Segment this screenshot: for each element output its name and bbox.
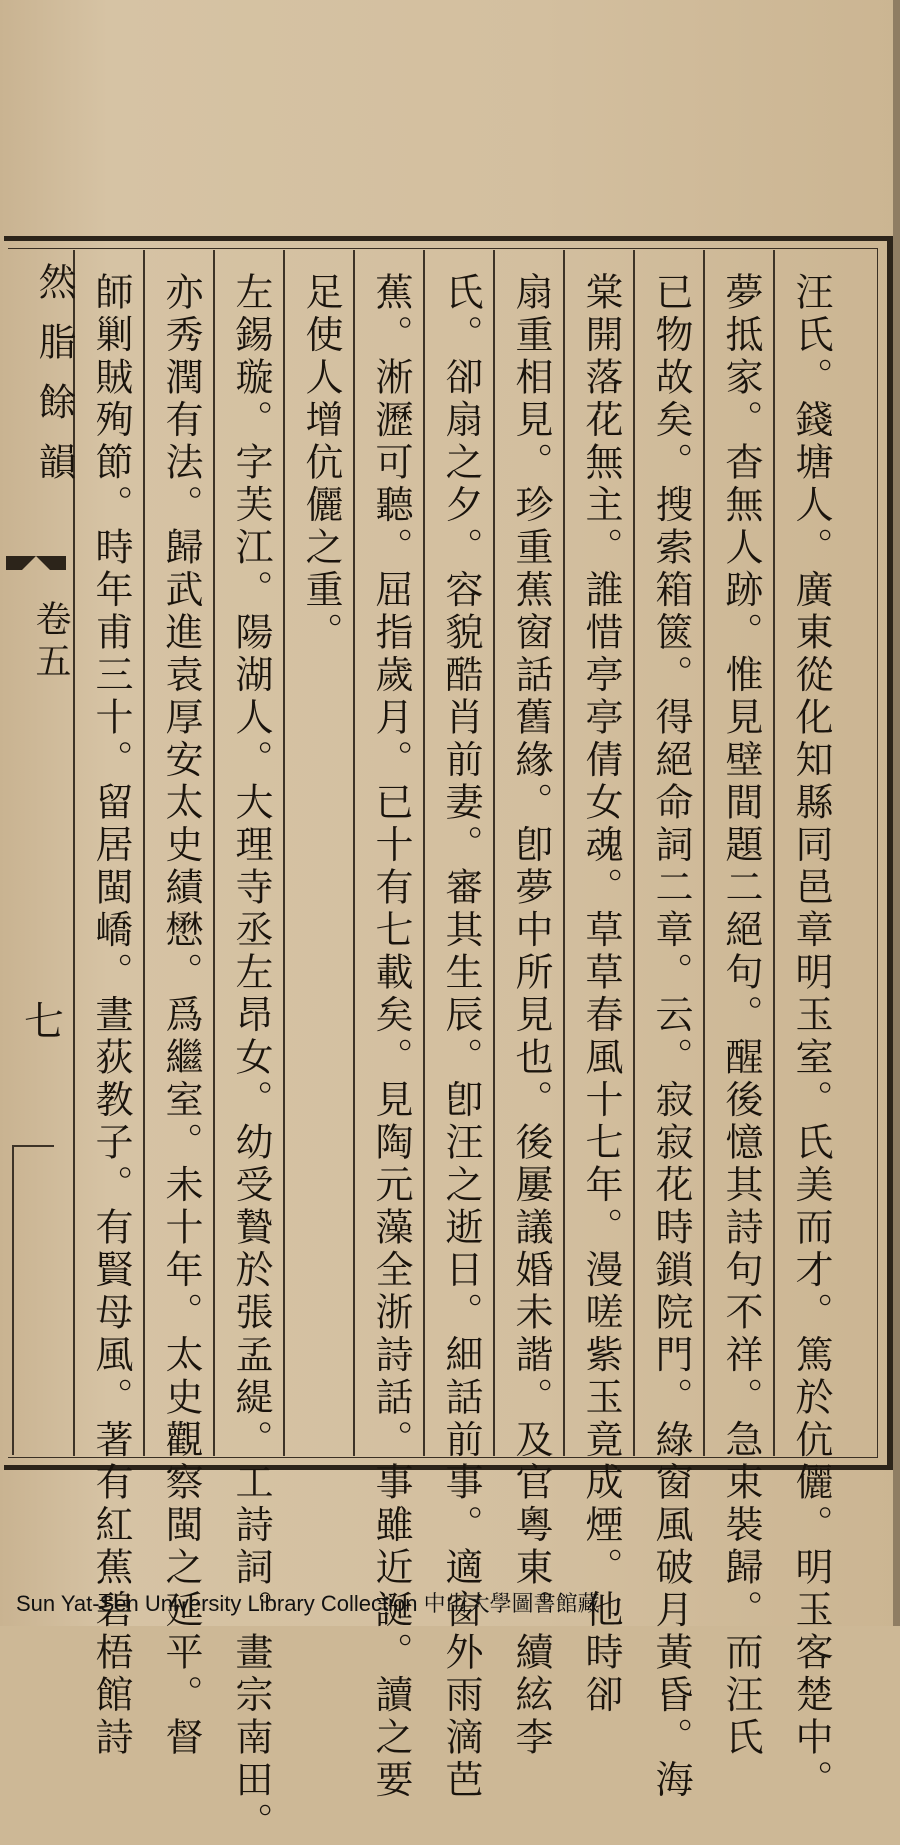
column-rule (353, 250, 355, 1456)
fish-tail-mark-icon (6, 556, 66, 570)
library-credit: Sun Yat-Sen University Library Collection 中山大學圖書館藏 (16, 1591, 600, 1616)
column-rule (283, 250, 285, 1456)
text-column-8: 足使人增伉儷之重。 (299, 272, 343, 655)
text-column-11: 師剿賊殉節。時年甫三十。留居閩嶠。晝荻教子。有賢母風。著有紅蕉碧梧館詩 (89, 272, 133, 1760)
margin-rule (12, 1145, 14, 1455)
column-rule (143, 250, 145, 1456)
margin-rule (12, 1145, 54, 1147)
column-rule (633, 250, 635, 1456)
book-title: 然脂餘韻 (32, 262, 76, 502)
column-rule (773, 250, 775, 1456)
text-column-7: 蕉。淅瀝可聽。屈指歲月。已十有七載矣。見陶元藻全浙詩話。事雖近誕。讀之要 (369, 272, 413, 1802)
text-column-5: 扇重相見。珍重蕉窗話舊緣。卽夢中所見也。後屢議婚未諧。及官粵東。續絃李 (509, 272, 553, 1760)
text-column-10: 亦秀潤有法。歸武進袁厚安太史績懋。爲繼室。未十年。太史觀察閩之延平。督 (159, 272, 203, 1760)
page-number: 七 (24, 999, 64, 1045)
text-column-2: 夢抵家。杳無人跡。惟見壁間題二絕句。醒後憶其詩句不祥。急束裝歸。而汪氏 (719, 272, 763, 1760)
column-rule (423, 250, 425, 1456)
page-edge (893, 0, 900, 1626)
column-rule (703, 250, 705, 1456)
column-rule (493, 250, 495, 1456)
text-column-6: 氏。卻扇之夕。容貌酷肖前妻。審其生辰。卽汪之逝日。細話前事。適窗外雨滴芭 (439, 272, 483, 1802)
text-column-1: 汪氏。錢塘人。廣東從化知縣同邑章明玉室。氏美而才。篤於伉儷。明玉客楚中。 (789, 272, 833, 1802)
text-column-4: 棠開落花無主。誰惜亭亭倩女魂。草草春風十七年。漫嗟紫玉竟成煙。他時卻 (579, 272, 623, 1717)
text-column-3: 已物故矣。搜索箱篋。得絕命詞二章。云。寂寂花時鎖院門。綠窗風破月黃昏。海 (649, 272, 693, 1802)
column-rule (563, 250, 565, 1456)
volume-label: 卷五 (30, 600, 71, 684)
column-rule (213, 250, 215, 1456)
text-column-9: 左錫璇。字芙江。陽湖人。大理寺丞左昂女。幼受贄於張孟緹。工詩詞。畫宗南田。 (229, 272, 273, 1845)
